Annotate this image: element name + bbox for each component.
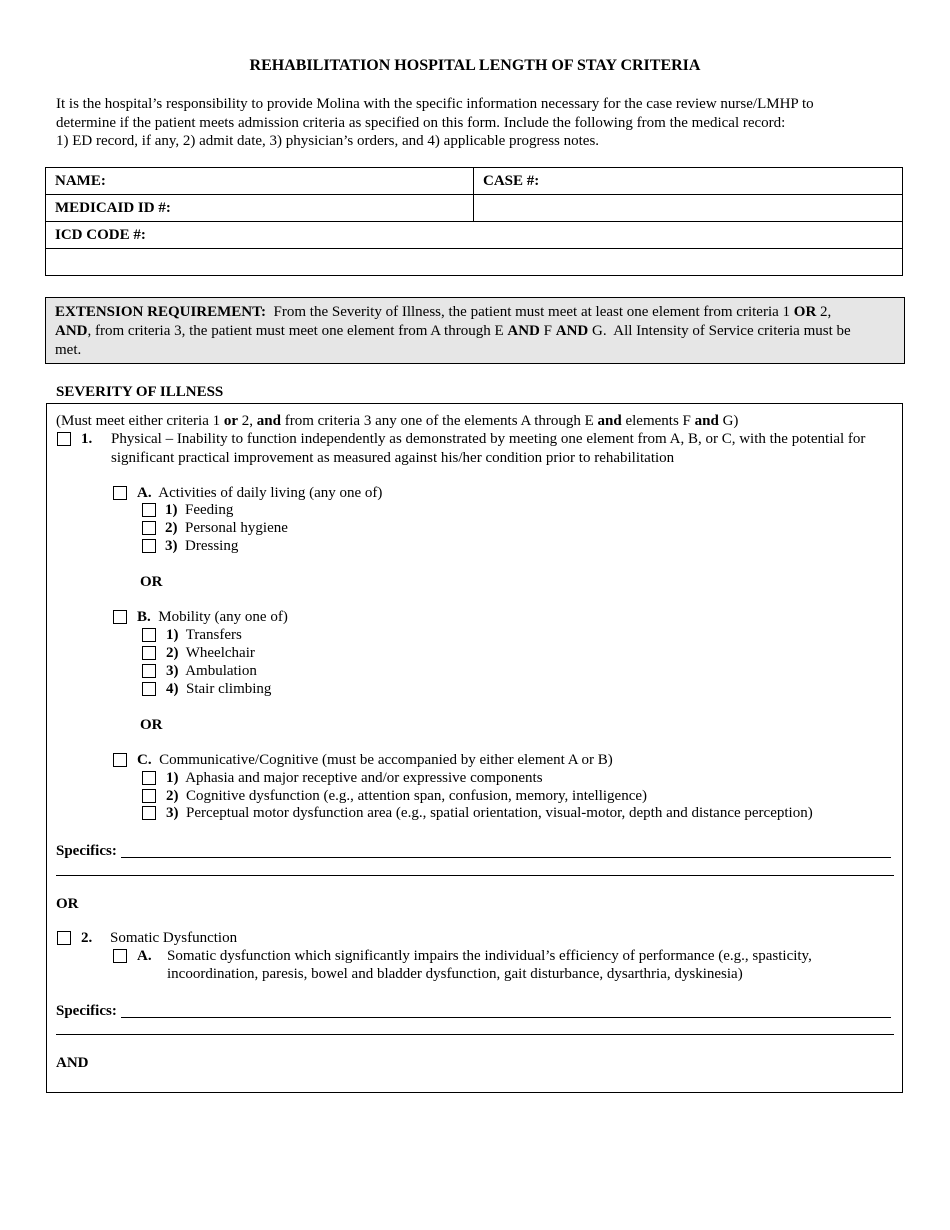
criteria-1-text: significant practical improvement as measured against his/her condition prior to rehabilitation bbox=[111, 450, 675, 466]
criteria-1-checkbox[interactable] bbox=[57, 432, 71, 446]
criteria-1b-text: Mobility (any one of) bbox=[158, 609, 288, 625]
criteria-1b-letter: B. bbox=[137, 609, 151, 625]
note-or: or bbox=[223, 413, 239, 429]
item-number: 2) bbox=[165, 520, 178, 536]
note-text: from criteria 3 any one of the elements A through E bbox=[280, 413, 598, 429]
criteria-1a-letter: A. bbox=[137, 485, 152, 501]
criteria-1c-item bbox=[166, 769, 543, 787]
criteria-1a-item bbox=[165, 501, 233, 519]
note-text: 2, bbox=[238, 413, 257, 429]
extension-label: EXTENSION REQUIREMENT: bbox=[55, 304, 267, 320]
criteria-2-checkbox[interactable] bbox=[57, 931, 71, 945]
item-label: Wheelchair bbox=[185, 645, 255, 661]
criteria-1a-item-checkbox[interactable] bbox=[142, 521, 156, 535]
or-separator: OR bbox=[140, 717, 163, 733]
criteria-2a-letter: A. bbox=[137, 948, 152, 964]
item-number: 1) bbox=[166, 770, 179, 786]
and-footer: AND bbox=[56, 1055, 89, 1071]
icd-code-field[interactable] bbox=[46, 222, 903, 249]
intro-line: determine if the patient meets admission criteria as specified on this form. Include the following from the medical record: bbox=[56, 114, 786, 131]
extension-text: From the Severity of Illness, the patient must meet at least one element from criteria 1 bbox=[266, 304, 794, 320]
divider bbox=[56, 1034, 894, 1035]
criteria-1b-item bbox=[166, 644, 255, 662]
item-number: 3) bbox=[166, 805, 179, 821]
item-number: 3) bbox=[166, 663, 179, 679]
criteria-1b-item-checkbox[interactable] bbox=[142, 664, 156, 678]
blank-field[interactable] bbox=[474, 195, 903, 222]
criteria-1c-letter: C. bbox=[137, 752, 152, 768]
extension-text: , from criteria 3, the patient must meet one element from A through E bbox=[87, 323, 508, 339]
extension-and: AND bbox=[507, 323, 540, 339]
extension-text: F bbox=[539, 323, 556, 339]
severity-note bbox=[56, 412, 738, 430]
item-number: 4) bbox=[166, 681, 179, 697]
extension-text: G. All Intensity of Service criteria must be bbox=[588, 323, 851, 339]
item-label: Feeding bbox=[185, 502, 234, 518]
criteria-1c-item-checkbox[interactable] bbox=[142, 806, 156, 820]
divider bbox=[56, 875, 894, 876]
criteria-1b-item-checkbox[interactable] bbox=[142, 628, 156, 642]
criteria-1c-checkbox[interactable] bbox=[113, 753, 127, 767]
criteria-1-number: 1. bbox=[81, 431, 93, 447]
extension-and: AND bbox=[555, 323, 589, 339]
note-text: elements F bbox=[621, 413, 695, 429]
item-number: 2) bbox=[166, 788, 179, 804]
criteria-1-text: Physical – Inability to function independently as demonstrated by meeting one element from A, B, or C, with the potential for bbox=[111, 431, 866, 447]
blank-row-field[interactable] bbox=[46, 249, 903, 276]
item-number: 3) bbox=[165, 538, 178, 554]
criteria-1c-item-checkbox[interactable] bbox=[142, 789, 156, 803]
item-label: Transfers bbox=[185, 627, 242, 643]
specifics-input-line[interactable] bbox=[121, 857, 891, 858]
criteria-2a-text: incoordination, paresis, bowel and bladder dysfunction, gait disturbance, dysarthria, dyskinesia) bbox=[167, 966, 743, 982]
criteria-1c-item bbox=[166, 787, 647, 805]
criteria-1b-checkbox[interactable] bbox=[113, 610, 127, 624]
criteria-1b-item bbox=[166, 626, 242, 644]
criteria-1c-text: Communicative/Cognitive (must be accompanied by either element A or B) bbox=[159, 752, 613, 768]
or-separator: OR bbox=[140, 574, 163, 590]
item-label: Perceptual motor dysfunction area (e.g., spatial orientation, visual-motor, depth and distance perception) bbox=[186, 805, 813, 821]
criteria-1c-item-checkbox[interactable] bbox=[142, 771, 156, 785]
criteria-1a-text: Activities of daily living (any one of) bbox=[158, 485, 383, 501]
item-label: Ambulation bbox=[185, 663, 257, 679]
extension-text: met. bbox=[55, 342, 82, 358]
criteria-1a-item-checkbox[interactable] bbox=[142, 503, 156, 517]
specifics-label: Specifics: bbox=[56, 1003, 117, 1019]
item-number: 1) bbox=[165, 502, 178, 518]
item-label: Stair climbing bbox=[186, 681, 272, 697]
note-and: and bbox=[694, 413, 719, 429]
name-field[interactable] bbox=[46, 168, 474, 195]
item-label: Cognitive dysfunction (e.g., attention span, confusion, memory, intelligence) bbox=[186, 788, 648, 804]
criteria-1b-item bbox=[166, 680, 271, 698]
criteria-1b-item bbox=[166, 662, 257, 680]
criteria-1a-checkbox[interactable] bbox=[113, 486, 127, 500]
medicaid-id-label: MEDICAID ID #: bbox=[55, 200, 171, 216]
note-text: (Must meet either criteria 1 bbox=[56, 413, 224, 429]
criteria-1a-item bbox=[165, 537, 238, 555]
note-and: and bbox=[597, 413, 622, 429]
specifics-label: Specifics: bbox=[56, 843, 117, 859]
specifics-input-line[interactable] bbox=[121, 1017, 891, 1018]
item-number: 2) bbox=[166, 645, 179, 661]
patient-info-table bbox=[45, 167, 903, 276]
extension-requirement-box bbox=[45, 297, 905, 364]
criteria-2a-checkbox[interactable] bbox=[113, 949, 127, 963]
case-label: CASE #: bbox=[483, 173, 540, 189]
criteria-1a-item-checkbox[interactable] bbox=[142, 539, 156, 553]
extension-or: OR bbox=[793, 304, 817, 320]
intro-line: 1) ED record, if any, 2) admit date, 3) physician’s orders, and 4) applicable progress notes. bbox=[56, 133, 600, 149]
icd-code-label: ICD CODE #: bbox=[55, 227, 146, 243]
criteria-1c-item bbox=[166, 804, 813, 822]
criteria-1b-item-checkbox[interactable] bbox=[142, 682, 156, 696]
case-field[interactable] bbox=[474, 168, 903, 195]
note-and: and bbox=[256, 413, 281, 429]
criteria-2-number: 2. bbox=[81, 930, 93, 946]
intro-paragraph bbox=[56, 95, 916, 151]
note-text: G) bbox=[718, 413, 739, 429]
criteria-1b-item-checkbox[interactable] bbox=[142, 646, 156, 660]
extension-text: 2, bbox=[816, 304, 832, 320]
page-title: REHABILITATION HOSPITAL LENGTH OF STAY CRITERIA bbox=[249, 57, 701, 74]
criteria-1a-label bbox=[137, 484, 382, 502]
medicaid-id-field[interactable] bbox=[46, 195, 474, 222]
severity-heading: SEVERITY OF ILLNESS bbox=[56, 384, 224, 400]
item-label: Personal hygiene bbox=[185, 520, 288, 536]
criteria-2a-text: Somatic dysfunction which significantly impairs the individual’s efficiency of performance (e.g., spasticity, bbox=[167, 948, 812, 964]
item-number: 1) bbox=[166, 627, 179, 643]
extension-and: AND bbox=[55, 323, 88, 339]
intro-line: It is the hospital’s responsibility to provide Molina with the specific information necessary for the case review nurse/LMHP to bbox=[56, 96, 814, 112]
item-label: Dressing bbox=[185, 538, 239, 554]
criteria-1c-label bbox=[137, 751, 613, 769]
criteria-1b-label bbox=[137, 608, 288, 626]
criteria-2-label: Somatic Dysfunction bbox=[110, 930, 238, 946]
item-label: Aphasia and major receptive and/or expressive components bbox=[185, 770, 543, 786]
name-label: NAME: bbox=[55, 173, 106, 189]
or-separator: OR bbox=[56, 896, 79, 912]
criteria-1a-item bbox=[165, 519, 288, 537]
